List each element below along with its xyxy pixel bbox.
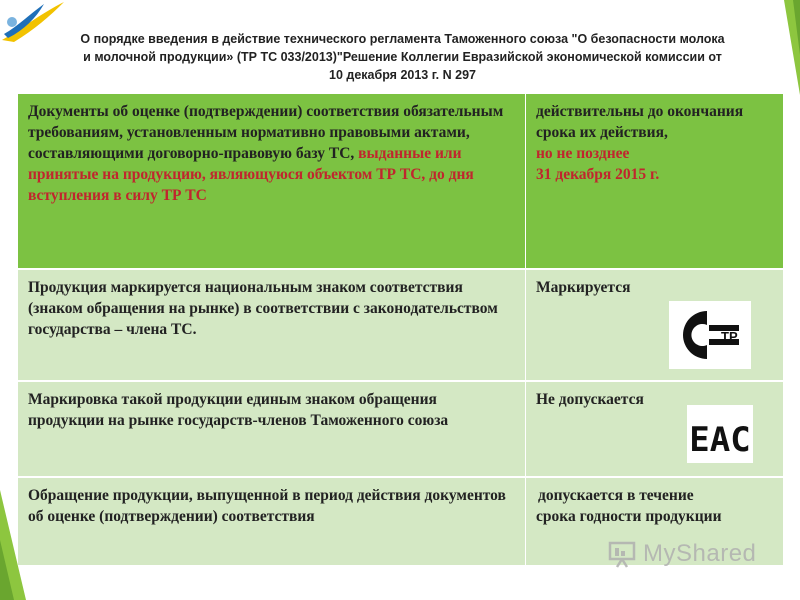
- header-line-1: О порядке введения в действие технического регламента Таможенного союза "О безопасности молока: [80, 32, 725, 46]
- row1-right-text: Маркируется: [536, 279, 631, 296]
- table-row-2-left: [18, 382, 525, 476]
- header-line-3: 10 декабря 2013 г. N 297: [329, 68, 476, 82]
- table-row-2-right: [526, 382, 783, 476]
- watermark-text: MyShared: [643, 540, 757, 567]
- regulation-table: [18, 94, 782, 559]
- national-conformity-mark: [669, 301, 751, 369]
- ct-tr-mark-icon: [669, 301, 751, 369]
- presentation-icon: [607, 539, 637, 569]
- row2-right-text: Не допускается: [536, 391, 644, 408]
- eac-mark-icon: [687, 405, 753, 463]
- table-row-0-right: [526, 94, 783, 268]
- row2-left-text: Маркировка такой продукции единым знаком обращения продукции на рынке государств-членов Таможенного союза: [28, 391, 449, 429]
- row0-left-red-text: выданные или принятые на продукцию, являющуюся объектом ТР ТС, до дня вступления в силу ТР ТС: [28, 145, 474, 204]
- page-header: [30, 30, 775, 84]
- row0-right-text: действительны до окончания срока их действия,: [536, 103, 744, 141]
- mark-tr-label: ТР: [721, 329, 738, 344]
- table-row-0-left: [18, 94, 525, 268]
- table-row-1-right: [526, 270, 783, 380]
- eac-label: ЕАС: [689, 420, 751, 460]
- row1-left-text: Продукция маркируется национальным знаком соответствия (знаком обращения на рынке) в соответствии с законодательством государства – члена ТС.: [28, 279, 498, 338]
- row0-left-text: Документы об оценке (подтверждении) соответствия обязательным требованиям, установленным нормативно правовыми актами, составляющими договорно-правовую базу ТС,: [28, 103, 504, 162]
- row3-left-text: Обращение продукции, выпущенной в период действия документов об оценке (подтверждении) соответствия: [28, 487, 506, 525]
- table-row-1-left: [18, 270, 525, 380]
- table-row-3-left: [18, 478, 525, 565]
- watermark: [607, 538, 777, 570]
- eac-mark: [687, 405, 753, 463]
- header-line-2: и молочной продукции» (ТР ТС 033/2013)"Решение Коллегии Евразийской экономической комиссии от: [83, 50, 722, 64]
- row3-right-text-2: срока годности продукции: [536, 508, 722, 525]
- row0-right-red-2: 31 декабря 2015 г.: [536, 166, 660, 183]
- row0-right-red-1: но не позднее: [536, 145, 630, 162]
- row3-right-text-1: допускается в течение: [538, 487, 694, 504]
